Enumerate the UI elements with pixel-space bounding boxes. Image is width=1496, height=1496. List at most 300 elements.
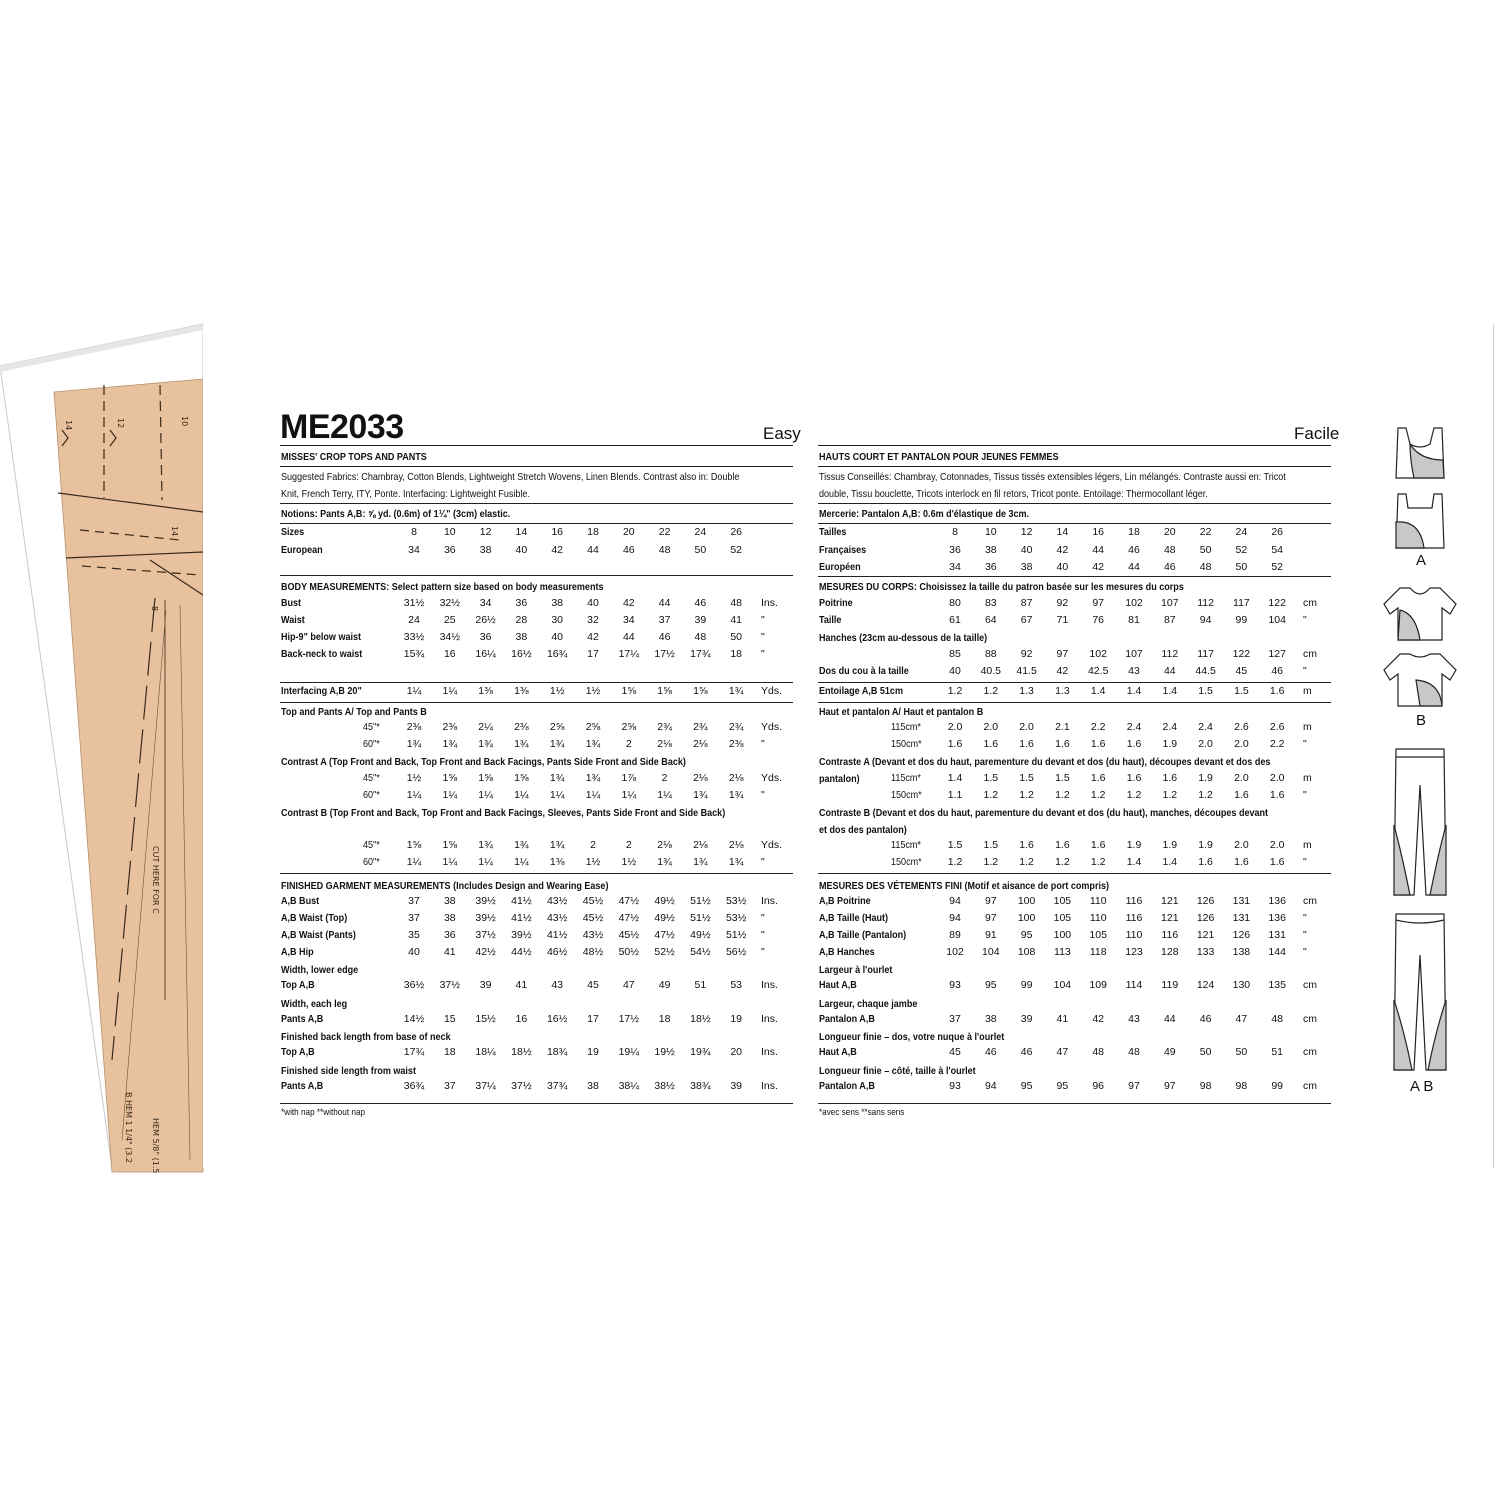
size-value: 95 <box>1056 1080 1069 1092</box>
size-value: 18 <box>658 1013 671 1025</box>
size-value: 2.1 <box>1055 721 1070 733</box>
row-label: Pantalon A,B <box>819 1080 875 1092</box>
size-value: 91 <box>984 929 997 941</box>
size-value: 99 <box>1020 979 1033 991</box>
size-value: 2 <box>625 839 632 851</box>
size-value: 112 <box>1197 597 1214 609</box>
row-label: Poitrine <box>819 597 853 609</box>
row-label: 60"* <box>363 738 380 750</box>
table-row <box>819 893 1334 910</box>
row-label: 45"* <box>363 772 380 784</box>
size-value: 97 <box>984 912 997 924</box>
size-value: 1¾ <box>478 738 493 750</box>
table-row <box>281 787 796 804</box>
size-value: 1.6 <box>1019 738 1034 750</box>
table-row <box>281 837 796 854</box>
size-value: 136 <box>1268 895 1286 907</box>
unit-label: cm <box>1303 1013 1317 1025</box>
size-value: 97 <box>1163 1080 1176 1092</box>
size-value: 44.5 <box>1195 665 1216 677</box>
size-value: 22 <box>1199 526 1212 538</box>
size-value: 18 <box>1128 526 1140 538</box>
size-value: 16 <box>443 648 456 660</box>
divider <box>280 466 793 467</box>
table-row <box>819 559 1334 576</box>
size-value: 18½ <box>690 1013 711 1025</box>
size-value: 1¼ <box>514 789 529 801</box>
size-value: 124 <box>1196 979 1215 991</box>
view-ab-label: A B <box>1410 1078 1434 1095</box>
size-value: 41.5 <box>1016 665 1037 677</box>
size-value: 1¾ <box>728 789 744 801</box>
size-value: 94 <box>984 1080 997 1092</box>
size-value: 1⅞ <box>621 772 637 784</box>
size-value: 1.2 <box>1055 856 1070 868</box>
table-row <box>281 629 796 646</box>
size-value: 1½ <box>585 685 601 697</box>
suggested-fabrics-french-line1: Tissus Conseillés: Chambray, Cotonnades, Tissus tissés extensibles légers, Lin mélangés. Contraste aussi en: Tricot <box>819 471 1286 483</box>
table-row <box>281 1044 796 1061</box>
technical-drawings <box>1380 420 1460 1110</box>
size-value: 20 <box>730 1046 743 1058</box>
size-value: 1.9 <box>1126 839 1142 851</box>
unit-label: " <box>1303 665 1307 677</box>
size-value: 46 <box>1020 1046 1033 1058</box>
size-value: 26 <box>730 526 743 538</box>
size-value: 104 <box>1053 979 1072 991</box>
size-value: 19½ <box>654 1046 675 1058</box>
size-value: 119 <box>1161 979 1179 991</box>
size-value: 2⅛ <box>728 839 744 851</box>
row-label: A,B Hanches <box>819 946 875 958</box>
size-value: 113 <box>1054 946 1071 958</box>
size-value: 42½ <box>475 946 496 958</box>
size-value: 48 <box>1128 1046 1140 1058</box>
size-value: 128 <box>1161 946 1179 958</box>
size-value: 97 <box>1092 597 1105 609</box>
size-value: 35 <box>408 929 420 941</box>
size-value: 2⅜ <box>406 721 422 733</box>
size-value: 1.9 <box>1198 772 1213 784</box>
row-label: A,B Hip <box>281 946 314 958</box>
body-measurements-heading: BODY MEASUREMENTS: Select pattern size based on body measurements <box>281 581 604 593</box>
size-value: 122 <box>1268 597 1286 609</box>
size-value: 34 <box>622 614 635 626</box>
size-value: 105 <box>1089 929 1107 941</box>
size-value: 2.6 <box>1234 721 1249 733</box>
side-length-heading-french: Longueur finie – côté, taille à l'ourlet <box>819 1065 976 1077</box>
row-label: Taille <box>819 614 842 626</box>
size-value: 41 <box>443 946 456 958</box>
size-value: 51 <box>1271 1046 1284 1058</box>
table-row <box>819 1078 1334 1095</box>
table-row <box>281 1011 796 1028</box>
size-value: 34 <box>479 597 492 609</box>
pants-front-drawing <box>1394 749 1446 895</box>
size-value: 52½ <box>654 946 675 958</box>
size-value: 1¼ <box>621 789 637 801</box>
row-label: Haut A,B <box>819 1046 857 1058</box>
table-row <box>819 612 1334 629</box>
size-value: 1.9 <box>1162 839 1178 851</box>
size-value: 16¾ <box>546 648 568 660</box>
size-value: 48 <box>694 631 707 643</box>
size-value: 50½ <box>618 946 640 958</box>
divider <box>818 466 1331 467</box>
tissue-size-14-mid: 14 <box>170 526 179 537</box>
side-length-heading: Finished side length from waist <box>281 1065 416 1077</box>
size-value: 48 <box>1271 1013 1284 1025</box>
size-value: 47 <box>622 979 635 991</box>
table-row <box>281 524 796 541</box>
unit-label: " <box>761 929 765 941</box>
size-value: 1¾ <box>728 685 744 697</box>
size-value: 40 <box>1056 561 1069 573</box>
table-row <box>281 736 796 753</box>
size-value: 44 <box>587 544 599 556</box>
row-label: Pants A,B <box>281 1013 324 1025</box>
size-value: 16 <box>551 526 564 538</box>
size-value: 19¾ <box>690 1046 711 1058</box>
size-value: 24 <box>1235 526 1248 538</box>
notions-french: Mercerie: Pantalon A,B: 0.6m d'élastique de 3cm. <box>819 508 1030 520</box>
size-value: 18 <box>730 648 743 660</box>
size-value: 1½ <box>406 772 422 784</box>
size-value: 19 <box>587 1046 599 1058</box>
size-value: 56½ <box>725 946 747 958</box>
size-value: 50 <box>1235 1046 1248 1058</box>
size-value: 93 <box>949 1080 961 1092</box>
size-value: 1.2 <box>1162 789 1178 801</box>
size-value: 37½ <box>439 979 461 991</box>
size-value: 47 <box>1056 1046 1069 1058</box>
size-value: 1.2 <box>1198 789 1213 801</box>
size-value: 1.9 <box>1162 738 1178 750</box>
size-value: 46 <box>694 597 707 609</box>
size-value: 32 <box>587 614 599 626</box>
size-value: 121 <box>1196 929 1215 941</box>
size-value: 39 <box>479 979 492 991</box>
size-value: 16½ <box>511 648 532 660</box>
size-value: 1.5 <box>1055 772 1070 784</box>
size-value: 1.2 <box>1019 856 1034 868</box>
pattern-number: ME2033 <box>280 408 404 446</box>
row-label: 115cm* <box>891 721 921 733</box>
size-value: 39½ <box>511 929 532 941</box>
size-value: 39½ <box>475 912 496 924</box>
size-value: 37 <box>658 614 671 626</box>
suggested-fabrics-line1: Suggested Fabrics: Chambray, Cotton Blends, Lightweight Stretch Wovens, Linen Blends. Contrast also in: Double <box>281 471 740 483</box>
size-value: 2⅜ <box>728 738 744 750</box>
size-value: 38 <box>443 895 456 907</box>
size-value: 52 <box>1271 561 1284 573</box>
size-value: 2¾ <box>728 721 744 733</box>
footnote-french: *avec sens **sans sens <box>819 1107 905 1118</box>
size-value: 71 <box>1056 614 1069 626</box>
size-value: 26 <box>1271 526 1284 538</box>
row-label: A,B Waist (Top) <box>281 912 348 924</box>
divider <box>818 702 1331 703</box>
size-value: 39½ <box>475 895 496 907</box>
row-label: A,B Taille (Pantalon) <box>819 929 907 941</box>
row-label: European <box>281 544 323 556</box>
row-label: A,B Poitrine <box>819 895 871 907</box>
size-value: 1.2 <box>1126 789 1142 801</box>
size-value: 117 <box>1233 597 1250 609</box>
size-value: 43 <box>551 979 564 991</box>
table-row <box>281 595 796 612</box>
size-value: 50 <box>1199 544 1212 556</box>
size-value: 87 <box>1020 597 1033 609</box>
size-value: 48 <box>730 597 743 609</box>
table-row <box>819 719 1334 736</box>
size-value: 10 <box>984 526 997 538</box>
contrast-a-heading-french-line2: pantalon) <box>819 773 860 785</box>
size-value: 43 <box>1128 665 1140 677</box>
size-value: 40.5 <box>980 665 1002 677</box>
hanches-heading: Hanches (23cm au-dessous de la taille) <box>819 632 988 644</box>
size-value: 1¼ <box>478 789 493 801</box>
row-label: Sizes <box>281 526 305 538</box>
size-value: 105 <box>1053 895 1072 907</box>
size-value: 67 <box>1020 614 1033 626</box>
contrast-a-heading: Contrast A (Top Front and Back, Top Front and Back Facings, Pants Side Front and Side Back) <box>281 756 686 768</box>
contrast-b-heading-french-line1: Contraste B (Devant et dos du haut, parementure du devant et dos (du haut), manches, découpes devant <box>819 807 1269 819</box>
size-value: 41½ <box>546 929 568 941</box>
size-value: 48½ <box>582 946 604 958</box>
tissue-size-14-top: 14 <box>64 420 73 431</box>
size-value: 45 <box>1235 665 1248 677</box>
yardage-heading: Top and Pants A/ Top and Pants B <box>281 706 427 718</box>
size-value: 2.0 <box>1269 772 1285 784</box>
size-value: 38 <box>984 544 997 556</box>
unit-label: " <box>761 912 765 924</box>
size-value: 2.0 <box>947 721 963 733</box>
size-value: 34 <box>408 544 420 556</box>
size-value: 109 <box>1089 979 1107 991</box>
size-value: 43 <box>1128 1013 1140 1025</box>
size-value: 36 <box>515 597 528 609</box>
size-value: 112 <box>1161 648 1179 660</box>
table-row <box>819 1011 1334 1028</box>
size-value: 36 <box>443 929 456 941</box>
size-value: 44 <box>658 597 671 609</box>
unit-label: Ins. <box>761 597 778 609</box>
size-value: 2.0 <box>1019 721 1034 733</box>
unit-label: Ins. <box>761 895 778 907</box>
unit-label: " <box>1303 856 1307 868</box>
size-value: 1.6 <box>1234 856 1249 868</box>
size-value: 116 <box>1125 912 1143 924</box>
size-value: 1¾ <box>549 839 565 851</box>
row-label: 60"* <box>363 856 380 868</box>
size-value: 110 <box>1089 912 1107 924</box>
size-value: 1¾ <box>693 789 708 801</box>
size-value: 110 <box>1089 895 1107 907</box>
unit-label: cm <box>1303 1046 1317 1058</box>
size-value: 1.4 <box>1126 685 1142 697</box>
size-value: 36 <box>949 544 961 556</box>
size-value: 1.6 <box>1269 685 1285 697</box>
size-value: 2⅜ <box>442 721 458 733</box>
size-value: 40 <box>1020 544 1033 556</box>
size-value: 1¼ <box>514 856 529 868</box>
row-label: Hip-9" below waist <box>281 631 362 643</box>
size-value: 45 <box>949 1046 961 1058</box>
size-value: 1.5 <box>947 839 963 851</box>
top-a-front-drawing <box>1396 428 1444 478</box>
size-value: 18 <box>443 1046 456 1058</box>
size-value: 38 <box>984 1013 997 1025</box>
size-value: 41 <box>730 614 743 626</box>
size-value: 2¾ <box>657 721 672 733</box>
size-value: 1¼ <box>442 789 458 801</box>
divider <box>280 873 793 874</box>
size-value: 1.6 <box>1090 839 1106 851</box>
size-value: 1¾ <box>549 738 565 750</box>
size-value: 1¾ <box>442 738 458 750</box>
tissue-size-12: 12 <box>116 418 125 429</box>
size-value: 40 <box>949 665 961 677</box>
row-label: Européen <box>819 561 861 573</box>
size-value: 104 <box>982 946 1000 958</box>
divider <box>818 873 1331 874</box>
size-value: 1½ <box>621 856 637 868</box>
size-value: 37 <box>408 912 420 924</box>
size-value: 100 <box>1053 929 1072 941</box>
size-value: 1¾ <box>585 772 601 784</box>
size-value: 15¾ <box>403 648 425 660</box>
size-value: 1¾ <box>406 738 422 750</box>
size-value: 49 <box>1163 1046 1176 1058</box>
size-value: 116 <box>1125 895 1143 907</box>
size-value: 2.4 <box>1126 721 1142 733</box>
table-row <box>281 893 796 910</box>
divider <box>280 702 793 703</box>
size-value: 1¾ <box>514 738 529 750</box>
size-value: 110 <box>1125 929 1143 941</box>
unit-label: " <box>761 946 765 958</box>
unit-label: cm <box>1303 1080 1317 1092</box>
size-value: 38 <box>443 912 456 924</box>
size-value: 1.5 <box>1234 685 1249 697</box>
size-value: 83 <box>984 597 997 609</box>
size-value: 37 <box>408 895 420 907</box>
footnote: *with nap **without nap <box>281 1107 366 1118</box>
row-label: 150cm* <box>891 738 922 750</box>
unit-label: cm <box>1303 895 1317 907</box>
contrast-b-heading-french-line2: et dos des pantalon) <box>819 824 907 836</box>
size-value: 100 <box>1017 912 1036 924</box>
size-value: 25 <box>443 614 456 626</box>
size-value: 1.6 <box>1126 772 1142 784</box>
tissue-hem-label: HEM 5/8" (1.5 <box>151 1118 160 1174</box>
size-value: 24 <box>408 614 420 626</box>
unit-label: " <box>761 738 765 750</box>
unit-label: " <box>761 631 765 643</box>
size-value: 1.5 <box>983 839 999 851</box>
unit-label: " <box>1303 912 1307 924</box>
size-value: 1.6 <box>1162 772 1178 784</box>
size-value: 45½ <box>618 929 640 941</box>
table-row <box>281 854 796 871</box>
size-value: 14 <box>515 526 528 538</box>
size-value: 44 <box>622 631 635 643</box>
size-value: 2.4 <box>1198 721 1213 733</box>
size-value: 14 <box>1056 526 1069 538</box>
size-value: 17¼ <box>618 648 640 660</box>
size-value: 1¼ <box>406 789 422 801</box>
size-value: 38¾ <box>690 1080 711 1092</box>
size-value: 1¼ <box>657 789 672 801</box>
size-value: 2.0 <box>1234 738 1249 750</box>
size-value: 39 <box>1020 1013 1033 1025</box>
unit-label: " <box>761 789 765 801</box>
size-value: 43½ <box>582 929 604 941</box>
size-value: 2.2 <box>1269 738 1285 750</box>
size-value: 126 <box>1196 912 1215 924</box>
size-value: 2 <box>625 738 632 750</box>
size-value: 2 <box>590 839 596 851</box>
size-value: 85 <box>949 648 961 660</box>
size-value: 16½ <box>546 1013 568 1025</box>
size-value: 34½ <box>439 631 461 643</box>
view-b-label: B <box>1416 712 1427 729</box>
width-lower-edge-heading: Width, lower edge <box>281 964 359 976</box>
size-value: 114 <box>1125 979 1143 991</box>
row-label: Waist <box>281 614 305 626</box>
table-row <box>281 612 796 629</box>
size-value: 1⅝ <box>406 839 422 851</box>
yardage-heading-french: Haut et pantalon A/ Haut et pantalon B <box>819 706 984 718</box>
unit-label: Ins. <box>761 1080 778 1092</box>
unit-label: " <box>761 856 765 868</box>
size-value: 2.0 <box>1234 772 1249 784</box>
unit-label: cm <box>1303 648 1317 660</box>
size-value: 1.2 <box>947 685 963 697</box>
size-value: 46 <box>658 631 671 643</box>
size-value: 123 <box>1125 946 1143 958</box>
size-value: 36¾ <box>403 1080 425 1092</box>
size-value: 24 <box>694 526 707 538</box>
size-value: 39 <box>694 614 707 626</box>
size-value: 1¼ <box>442 856 458 868</box>
tissue-size-10: 10 <box>180 416 189 427</box>
size-value: 48 <box>1163 544 1176 556</box>
size-value: 52 <box>730 544 743 556</box>
size-value: 1.6 <box>1055 839 1070 851</box>
table-row <box>819 663 1334 680</box>
size-value: 2⅛ <box>693 738 708 750</box>
size-value: 50 <box>730 631 743 643</box>
size-value: 17 <box>587 648 599 660</box>
size-value: 18¾ <box>546 1046 568 1058</box>
size-value: 20 <box>1163 526 1176 538</box>
size-value: 2 <box>661 772 668 784</box>
size-value: 19¼ <box>618 1046 640 1058</box>
size-value: 1.5 <box>983 772 999 784</box>
size-value: 47½ <box>618 912 640 924</box>
size-value: 44 <box>1128 561 1140 573</box>
size-value: 64 <box>984 614 997 626</box>
size-value: 45 <box>587 979 599 991</box>
contrast-b-heading: Contrast B (Top Front and Back, Top Front and Back Facings, Sleeves, Pants Side Front and Side Back) <box>281 807 726 819</box>
body-measurements-heading-french: MESURES DU CORPS: Choisissez la taille du patron basée sur les mesures du corps <box>819 581 1184 593</box>
size-value: 47 <box>1235 1013 1248 1025</box>
size-value: 94 <box>949 895 961 907</box>
table-row <box>281 646 796 663</box>
size-value: 44 <box>1163 665 1176 677</box>
